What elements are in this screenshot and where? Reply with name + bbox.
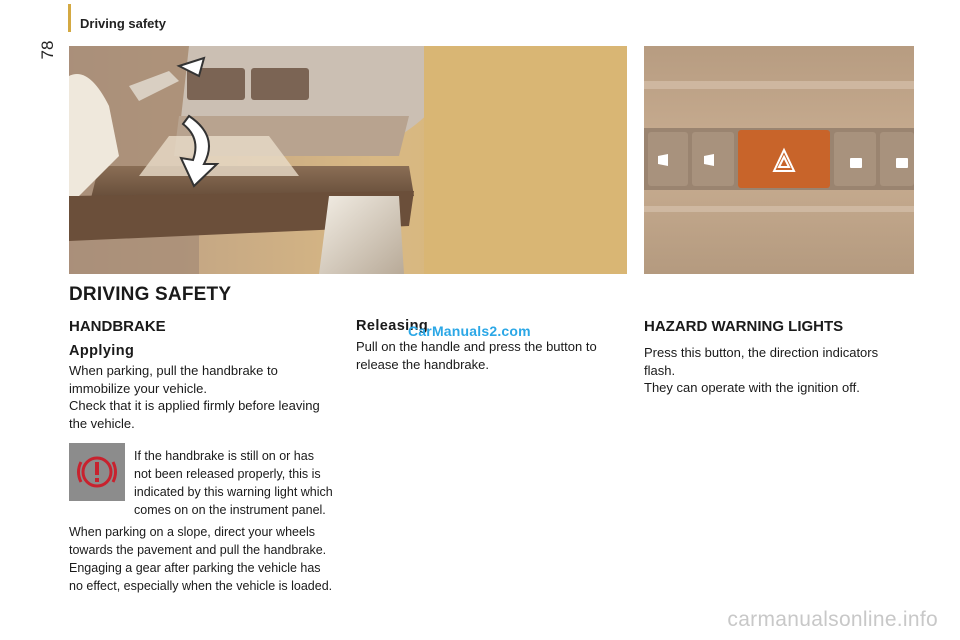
releasing-heading: Releasing — [356, 318, 429, 334]
watermark-top-link[interactable]: CarManuals2.com — [408, 323, 531, 339]
page-title: DRIVING SAFETY — [69, 284, 232, 305]
slope-text: When parking on a slope, direct your wheels towards the pavement and pull the handbrake. Engaging a gear after parking the vehicle has no effect, especially when the vehicle is loaded. — [69, 525, 333, 593]
applying-heading: Applying — [69, 343, 135, 359]
hazard-heading: HAZARD WARNING LIGHTS — [644, 318, 844, 335]
applying-text: When parking, pull the handbrake to immobilize your vehicle. Check that it is applied firmly before leaving the vehicle. — [69, 363, 320, 431]
header-accent-bar — [68, 4, 71, 32]
section-title: Driving safety — [80, 16, 166, 31]
page-number: 78 — [38, 40, 57, 60]
hazard-photo — [644, 46, 914, 274]
releasing-text: Pull on the handle and press the button to release the handbrake. — [356, 339, 597, 372]
handbrake-warning-icon — [69, 443, 125, 501]
hazard-text: Press this button, the direction indicators flash. They can operate with the ignition off. — [644, 345, 879, 395]
warning-text: If the handbrake is still on or has not been released properly, this is indicated by this warning light which comes on on the instrument panel. — [134, 449, 333, 517]
handbrake-heading: HANDBRAKE — [69, 318, 166, 335]
watermark-bottom-link[interactable]: carmanualsonline.info — [727, 608, 938, 631]
handbrake-photo — [69, 46, 627, 274]
